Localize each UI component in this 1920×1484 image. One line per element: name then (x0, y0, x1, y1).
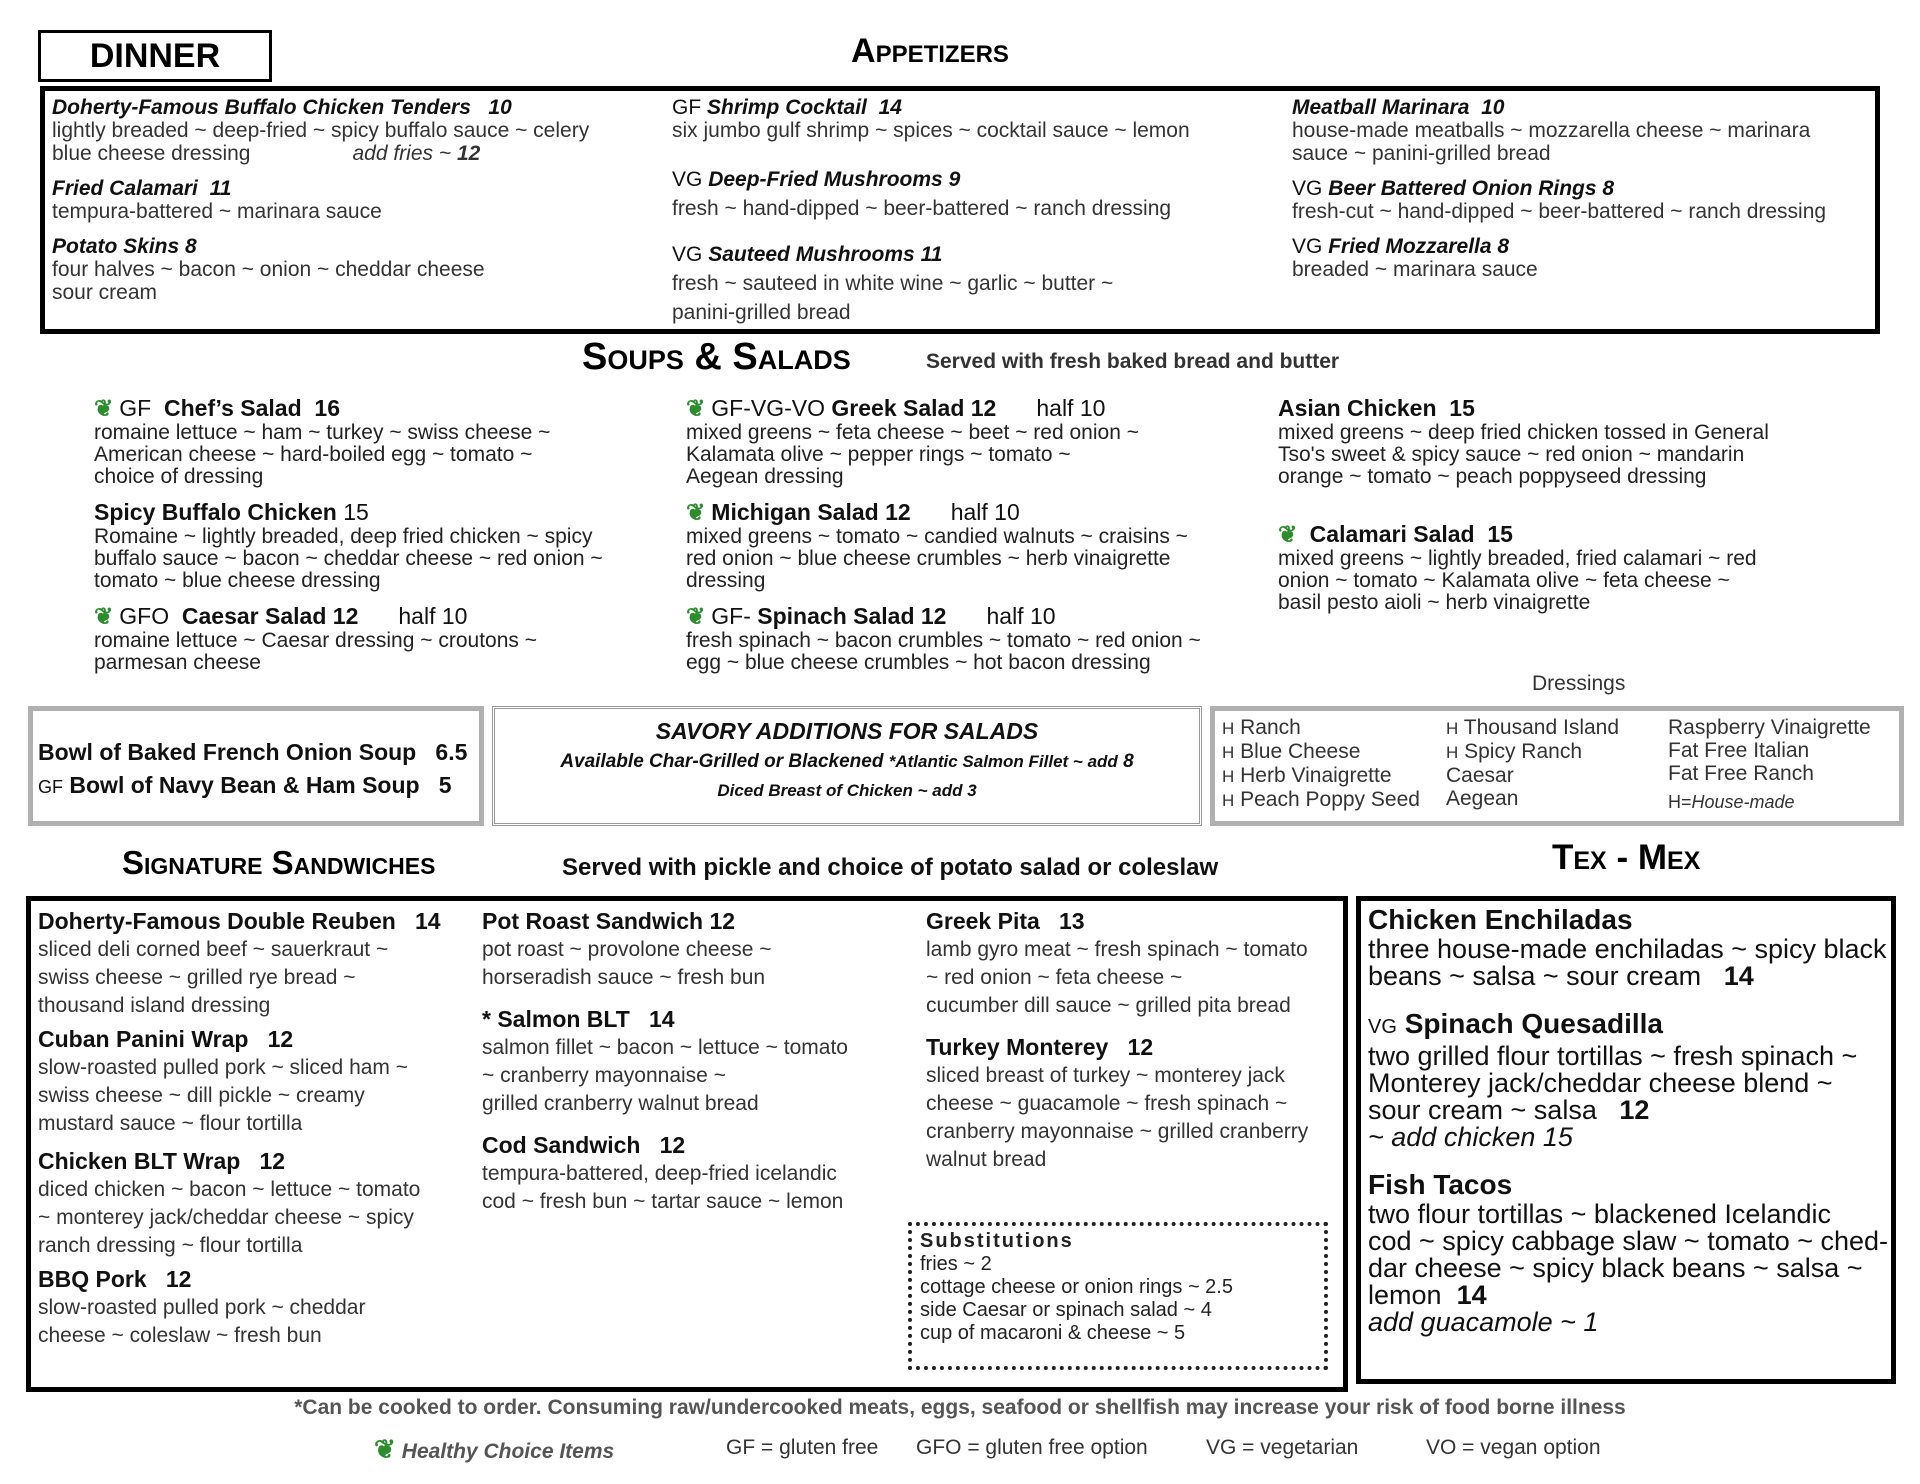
savory-content (492, 716, 1202, 804)
sandwiches-title: Signature Sandwiches (122, 844, 436, 881)
texmex-item: VG Spinach Quesadilla two grilled flour tortillas ~ fresh spinach ~ Monterey jack/cheddar cheese blend ~ sour cream ~ salsa 12 ~ add chicken 15 (1368, 1008, 1858, 1152)
dressing-item: H Ranch (1222, 716, 1301, 739)
savory-line1: Available Char-Grilled or Blackened *Atlantic Salmon Fillet ~ add 8 (560, 751, 1134, 772)
dressing-item: Aegean (1446, 787, 1519, 810)
appetizers-title: Appetizers (851, 32, 1009, 70)
substitution-item: side Caesar or spinach salad ~ 4 (920, 1299, 1212, 1321)
texmex-title: Tex - Mex (1552, 838, 1701, 877)
dressings-col3 (1668, 716, 1871, 814)
sandwiches-col2 (482, 906, 912, 1216)
sandwich-item: Cuban Panini Wrap 12 slow-roasted pulled pork ~ sliced ham ~ swiss cheese ~ dill pickle ~ creamy mustard sauce ~ flour tortilla (38, 1026, 409, 1135)
salad-item: Spicy Buffalo Chicken 15 Romaine ~ lightly breaded, deep fried chicken ~ spicy buffalo sauce ~ bacon ~ cheddar cheese ~ red onion ~ tomato ~ blue cheese dressing (94, 499, 603, 592)
substitutions-content (920, 1230, 1233, 1345)
appetizers-col1 (52, 96, 652, 304)
substitution-item: fries ~ 2 (920, 1253, 992, 1275)
soup-item: Bowl of Baked French Onion Soup 6.5 (38, 739, 468, 765)
salads-col3 (1278, 394, 1878, 614)
salad-item: ❦ GFO Caesar Salad 12 half 10 romaine lettuce ~ Caesar dressing ~ croutons ~ parmesan cheese (94, 603, 537, 674)
appetizers-col2 (672, 96, 1272, 324)
dinner-label: DINNER (89, 37, 221, 75)
dressings-col2 (1446, 716, 1619, 810)
texmex-item: Fish Tacos two flour tortillas ~ blackened Icelandic cod ~ spicy cabbage slaw ~ tomato ~ ched- dar cheese ~ spicy black beans ~ salsa ~ lemon 14 add guacamole ~ 1 (1368, 1169, 1889, 1337)
dressing-item: H Blue Cheese (1222, 740, 1361, 763)
appetizer-item: VG Sauteed Mushrooms 11 fresh ~ sauteed in white wine ~ garlic ~ butter ~ panini-grilled bread (672, 243, 1114, 324)
dressing-item: H Thousand Island (1446, 716, 1620, 739)
sandwich-item: BBQ Pork 12 slow-roasted pulled pork ~ cheddar cheese ~ coleslaw ~ fresh bun (38, 1266, 366, 1347)
salads-col1 (94, 394, 654, 674)
substitutions-title: Substitutions (920, 1230, 1074, 1252)
salad-item: Asian Chicken 15 mixed greens ~ deep fried chicken tossed in General Tso's sweet & spicy sauce ~ red onion ~ mandarin orange ~ tomato ~ peach poppyseed dressing (1278, 395, 1769, 488)
salads-col2 (686, 394, 1266, 674)
dressing-item: H Spicy Ranch (1446, 740, 1583, 763)
leaf-icon: ❦ (686, 499, 706, 525)
savory-title: SAVORY ADDITIONS FOR SALADS (655, 718, 1039, 744)
sandwiches-col1 (38, 906, 468, 1350)
dressing-item: Caesar (1446, 764, 1514, 787)
dinner-label-box (38, 30, 272, 82)
texmex-item: Chicken Enchiladas three house-made enchiladas ~ spicy black beans ~ salsa ~ sour cream 14 (1368, 904, 1887, 991)
texmex-list (1368, 904, 1890, 1336)
soups-list (38, 736, 478, 804)
appetizer-item: VG Fried Mozzarella 8 breaded ~ marinara sauce (1292, 235, 1538, 281)
soups-salads-subtitle: Served with fresh baked bread and butter (926, 350, 1340, 373)
soup-item: GF Bowl of Navy Bean & Ham Soup 5 (38, 772, 452, 798)
salad-item: ❦ Michigan Salad 12 half 10 mixed greens ~ tomato ~ candied walnuts ~ craisins ~ red onion ~ blue cheese crumbles ~ herb vinaigrette dressing (686, 499, 1188, 592)
dressings-col1 (1222, 716, 1420, 812)
appetizer-item: Doherty-Famous Buffalo Chicken Tenders 10 lightly breaded ~ deep-fried ~ spicy buffalo sauce ~ celery blue cheese dressing add fries ~ 12 (52, 96, 590, 165)
dressing-item: Fat Free Ranch (1668, 762, 1814, 785)
substitution-item: cup of macaroni & cheese ~ 5 (920, 1322, 1186, 1344)
dressings-title: Dressings (1532, 672, 1626, 695)
legend-row (0, 1434, 1920, 1466)
dressing-item: H Herb Vinaigrette (1222, 764, 1392, 787)
sandwich-item: * Salmon BLT 14 salmon fillet ~ bacon ~ lettuce ~ tomato ~ cranberry mayonnaise ~ grilled cranberry walnut bread (482, 1006, 848, 1115)
sandwich-item: Pot Roast Sandwich 12 pot roast ~ provolone cheese ~ horseradish sauce ~ fresh bun (482, 908, 772, 989)
dressing-item: H Peach Poppy Seed (1222, 788, 1420, 811)
legend-vo: VO = vegan option (1426, 1436, 1601, 1459)
appetizer-item: Fried Calamari 11 tempura-battered ~ marinara sauce (52, 177, 382, 223)
leaf-icon: ❦ (94, 395, 114, 421)
leaf-icon: ❦ (94, 603, 114, 629)
leaf-icon: ❦ (686, 603, 706, 629)
leaf-icon: ❦ (1278, 521, 1298, 547)
sandwich-item: Greek Pita 13 lamb gyro meat ~ fresh spinach ~ tomato ~ red onion ~ feta cheese ~ cucumber dill sauce ~ grilled pita bread (926, 908, 1308, 1017)
sandwich-item: Chicken BLT Wrap 12 diced chicken ~ bacon ~ lettuce ~ tomato ~ monterey jack/cheddar cheese ~ spicy ranch dressing ~ flour tortilla (38, 1148, 421, 1257)
sandwiches-col3 (926, 906, 1346, 1174)
sandwiches-subtitle: Served with pickle and choice of potato salad or coleslaw (562, 854, 1219, 881)
sandwich-item: Doherty-Famous Double Reuben 14 sliced deli corned beef ~ sauerkraut ~ swiss cheese ~ grilled rye bread ~ thousand island dressing (38, 908, 441, 1017)
legend-gf: GF = gluten free (726, 1436, 879, 1459)
legend-gfo: GFO = gluten free option (916, 1436, 1148, 1459)
dressing-item: Fat Free Italian (1668, 739, 1810, 762)
sandwich-item: Turkey Monterey 12 sliced breast of turkey ~ monterey jack cheese ~ guacamole ~ fresh spinach ~ cranberry mayonnaise ~ grilled cranberry walnut bread (926, 1034, 1309, 1171)
appetizers-col3 (1292, 96, 1877, 281)
savory-line2: Diced Breast of Chicken ~ add 3 (717, 781, 977, 800)
leaf-icon: ❦ (374, 1434, 396, 1464)
appetizer-item: Potato Skins 8 four halves ~ bacon ~ onion ~ cheddar cheese sour cream (52, 235, 485, 304)
substitution-item: cottage cheese or onion rings ~ 2.5 (920, 1276, 1233, 1298)
appetizer-item: VG Beer Battered Onion Rings 8 fresh-cut ~ hand-dipped ~ beer-battered ~ ranch dressing (1292, 177, 1827, 223)
legend-vg: VG = vegetarian (1206, 1436, 1359, 1459)
disclaimer: *Can be cooked to order. Consuming raw/undercooked meats, eggs, seafood or shellfish may increase your risk of food borne illness (294, 1396, 1626, 1419)
salad-item: ❦ Calamari Salad 15 mixed greens ~ lightly breaded, fried calamari ~ red onion ~ tomato ~ Kalamata olive ~ feta cheese ~ basil pesto aioli ~ herb vinaigrette (1278, 521, 1757, 614)
healthy-choice-legend: ❦ Healthy Choice Items (374, 1434, 615, 1464)
leaf-icon: ❦ (686, 395, 706, 421)
salad-item: ❦ GF- Spinach Salad 12 half 10 fresh spinach ~ bacon crumbles ~ tomato ~ red onion ~ egg ~ blue cheese crumbles ~ hot bacon dressing (686, 603, 1201, 674)
appetizer-item: Meatball Marinara 10 house-made meatballs ~ mozzarella cheese ~ marinara sauce ~ panini-grilled bread (1292, 96, 1811, 165)
appetizer-item: GF Shrimp Cocktail 14 six jumbo gulf shrimp ~ spices ~ cocktail sauce ~ lemon (672, 96, 1190, 142)
sandwich-item: Cod Sandwich 12 tempura-battered, deep-fried icelandic cod ~ fresh bun ~ tartar sauce ~ lemon (482, 1132, 844, 1213)
salad-item: ❦ GF-VG-VO Greek Salad 12 half 10 mixed greens ~ feta cheese ~ beet ~ red onion ~ Kalamata olive ~ pepper rings ~ tomato ~ Aegean dressing (686, 395, 1139, 488)
house-made-note: H=House-made (1668, 792, 1795, 812)
soups-salads-title: Soups & Salads (582, 336, 851, 378)
dressing-item: Raspberry Vinaigrette (1668, 716, 1871, 739)
salad-item: ❦ GF Chef’s Salad 16 romaine lettuce ~ ham ~ turkey ~ swiss cheese ~ American cheese ~ hard-boiled egg ~ tomato ~ choice of dressing (94, 395, 551, 488)
appetizer-item: VG Deep-Fried Mushrooms 9 fresh ~ hand-dipped ~ beer-battered ~ ranch dressing (672, 168, 1172, 220)
